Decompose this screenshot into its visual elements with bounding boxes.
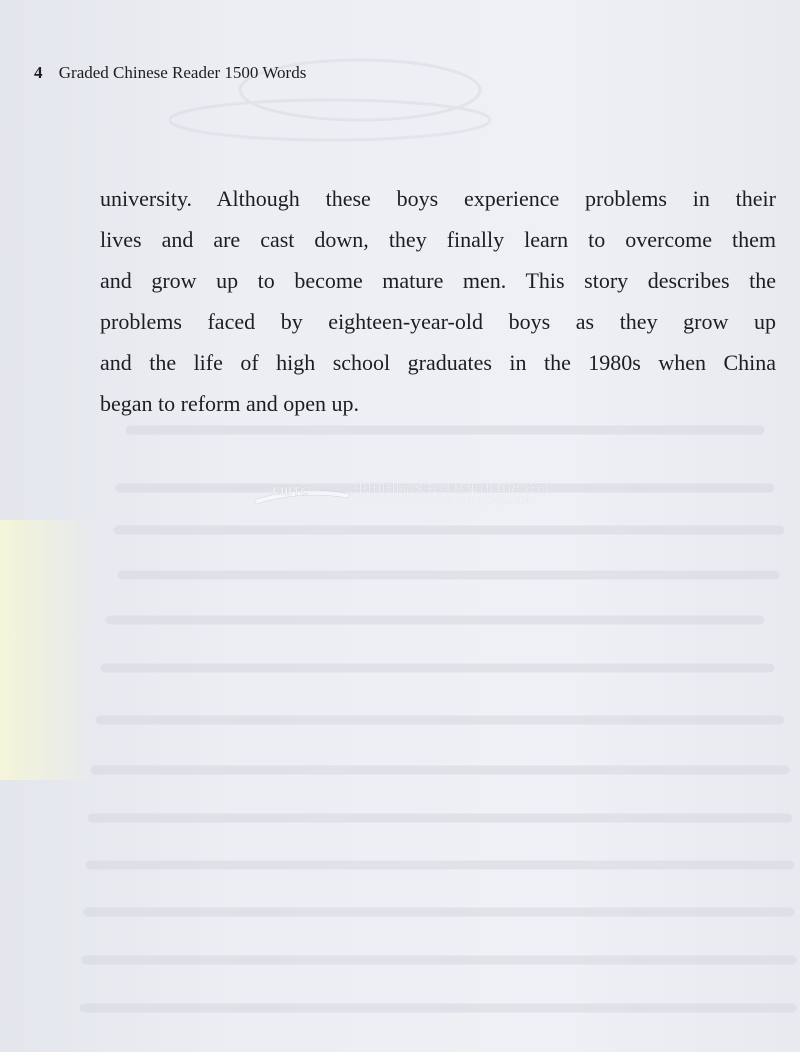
watermark-logo-icon xyxy=(252,480,352,508)
body-line: university. Although these boys experience problems in their xyxy=(100,186,776,211)
page-header xyxy=(34,63,306,83)
watermark-name-en: China International Book Trading Corporation xyxy=(354,496,535,505)
publisher-watermark xyxy=(242,478,562,514)
svg-text:CIBTC: CIBTC xyxy=(272,485,309,498)
body-line: lives and are cast down, they finally learn to overcome them xyxy=(100,227,776,252)
page-edge-tint xyxy=(0,520,95,780)
body-line: and the life of high school graduates in the 1980s when China xyxy=(100,350,776,375)
body-paragraph xyxy=(100,178,776,424)
body-line: began to reform and open up. xyxy=(100,391,360,416)
running-head: Graded Chinese Reader 1500 Words xyxy=(58,63,307,82)
body-line: and grow up to become mature men. This story describes the xyxy=(100,268,776,293)
body-line: problems faced by eighteen-year-old boys as they grow up xyxy=(100,309,776,334)
watermark-name-cn: 中国国际图书贸易集团有限公司 xyxy=(354,482,551,497)
page-number: 4 xyxy=(34,63,43,82)
